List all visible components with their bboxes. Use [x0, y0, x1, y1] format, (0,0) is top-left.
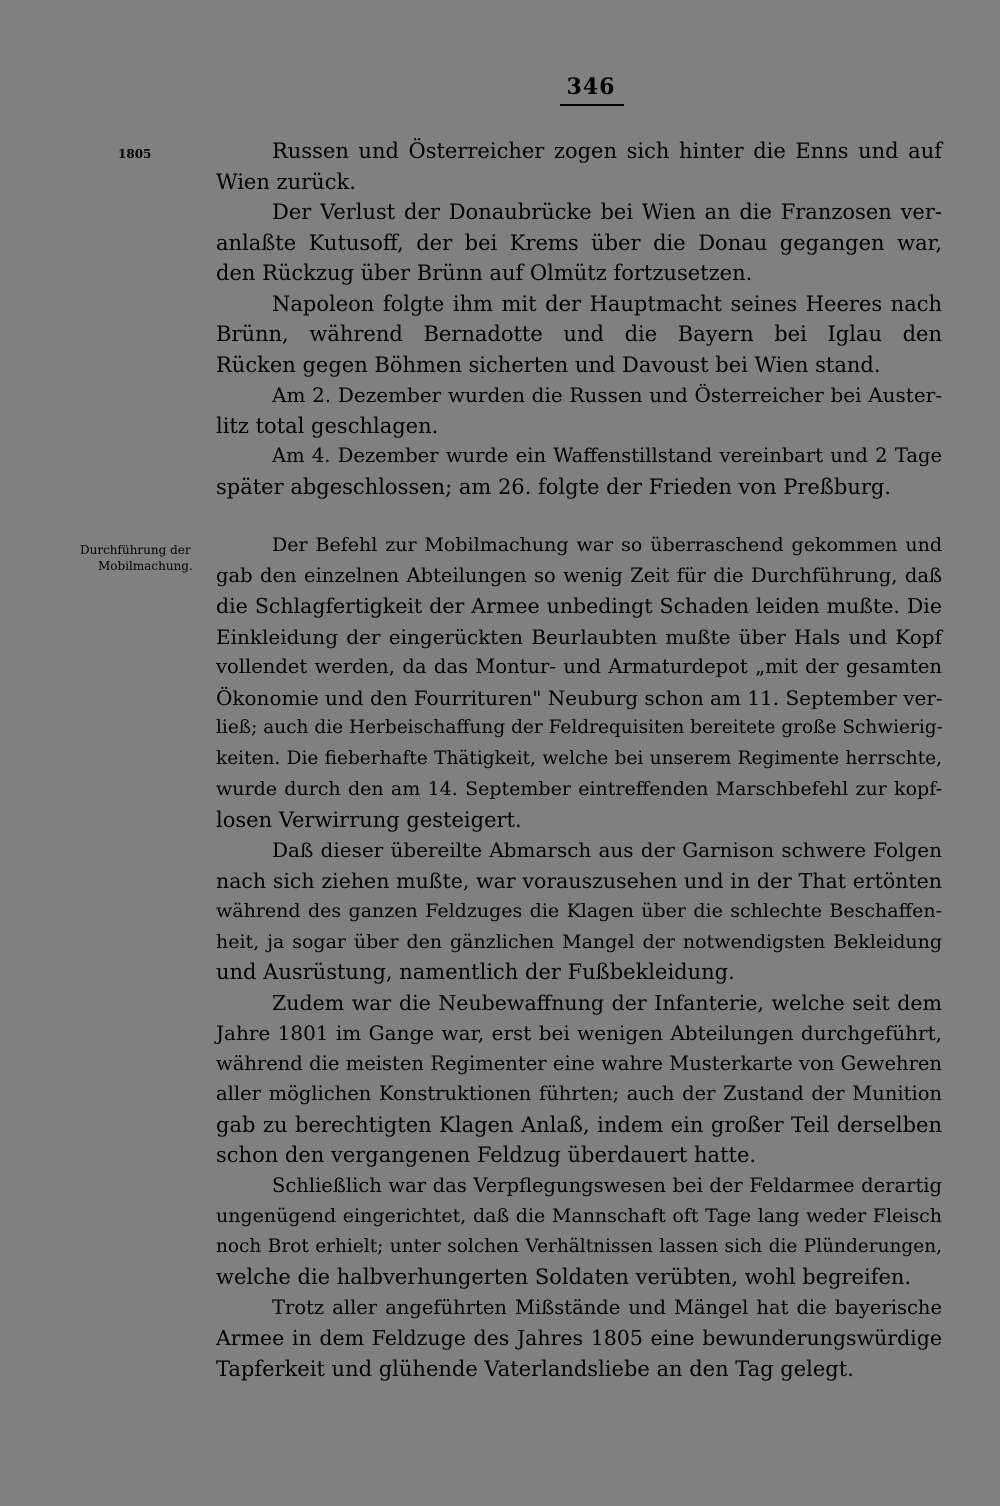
text-line: gab den einzelnen Abteilungen so wenig Zeit für die Durchführung, daß [216, 563, 942, 587]
margin-section-line-1: Durchführung der [80, 543, 191, 557]
margin-section-note [80, 542, 208, 574]
text-line: vollendet werden, da das Montur- und Armaturdepot „mit der gesamten [216, 655, 942, 678]
text-line: gab zu berechtigten Klagen Anlaß, indem ein großer Teil derselben [216, 1112, 942, 1137]
text-line: Der Verlust der Donaubrücke bei Wien an die Franzosen ver- [272, 200, 942, 224]
text-line: Daß dieser übereilte Abmarsch aus der Garnison schwere Folgen [272, 838, 942, 862]
text-block-campaign [216, 136, 942, 502]
text-line: losen Verwirrung gesteigert. [216, 807, 522, 832]
text-line: welche die halbverhungerten Soldaten verübten, wohl begreifen. [216, 1265, 912, 1289]
text-line: Zudem war die Neubewaffnung der Infanterie, welche seit dem [272, 990, 942, 1015]
page-number: 346 [566, 74, 616, 100]
text-line: den Rückzug über Brünn auf Olmütz fortzusetzen. [216, 261, 753, 285]
text-line: Trotz aller angeführten Mißstände und Mängel hat die bayerische [272, 1295, 942, 1319]
text-line: wurde durch den am 14. September eintreffenden Marschbefehl zur kopf- [216, 778, 942, 800]
text-line: Der Befehl zur Mobilmachung war so überraschend gekommen und [272, 534, 942, 556]
text-block-mobilization [216, 530, 942, 1384]
text-line: später abgeschlossen; am 26. folgte der Frieden von Preßburg. [216, 474, 891, 499]
text-line: Wien zurück. [216, 169, 356, 194]
page-number-rule [560, 104, 624, 106]
text-line: die Schlagfertigkeit der Armee unbedingt Schaden leiden mußte. Die [216, 594, 942, 618]
text-line: heit, ja sogar über den gänzlichen Mangel der notwendigsten Bekleidung [216, 930, 942, 953]
text-line: Jahre 1801 im Gange war, erst bei wenigen Abteilungen durchgeführt, [216, 1021, 942, 1045]
margin-year: 1805 [118, 147, 152, 161]
text-line: ungenügend eingerichtet, daß die Mannschaft oft Tage lang weder Fleisch [216, 1205, 942, 1227]
text-line: anlaßte Kutusoff, der bei Krems über die Donau gegangen war, [216, 230, 942, 255]
text-line: Schließlich war das Verpflegungswesen bei der Feldarmee derartig [272, 1173, 942, 1197]
text-line: keiten. Die fieberhafte Thätigkeit, welche bei unserem Regimente herrschte, [216, 747, 942, 769]
text-line: ließ; auch die Herbeischaffung der Feldrequisiten bereitete große Schwierig- [216, 717, 943, 738]
text-line: Tapferkeit und glühende Vaterlandsliebe an den Tag gelegt. [216, 1356, 854, 1381]
text-line: Russen und Österreicher zogen sich hinter die Enns und auf [272, 139, 942, 163]
text-line: Brünn, während Bernadotte und die Bayern bei Iglau den [216, 322, 942, 346]
text-line: Einkleidung der eingerückten Beurlaubten mußte über Hals und Kopf [216, 624, 942, 649]
text-line: aller möglichen Konstruktionen führten; auch der Zustand der Munition [216, 1082, 942, 1105]
text-line: schon den vergangenen Feldzug überdauert hatte. [216, 1143, 757, 1167]
text-line: und Ausrüstung, namentlich der Fußbekleidung. [216, 960, 735, 984]
margin-section-line-2: Mobilmachung. [98, 559, 193, 573]
text-line: noch Brot erhielt; unter solchen Verhältnissen lassen sich die Plünderungen, [216, 1235, 942, 1257]
text-line: Ökonomie und den Fourrituren" Neuburg schon am 11. September ver- [216, 685, 943, 710]
text-line: litz total geschlagen. [216, 413, 439, 438]
text-line: Rücken gegen Böhmen sicherten und Davoust bei Wien stand. [216, 352, 881, 377]
text-line: nach sich ziehen mußte, war vorauszusehen und in der That ertönten [216, 868, 942, 893]
text-line: Am 4. Dezember wurde ein Waffenstillstand vereinbart und 2 Tage [272, 444, 942, 467]
text-line: Am 2. Dezember wurden die Russen und Österreicher bei Auster- [272, 383, 942, 407]
text-line: Napoleon folgte ihm mit der Hauptmacht seines Heeres nach [272, 291, 942, 316]
text-line: während des ganzen Feldzuges die Klagen über die schlechte Beschaffen- [216, 900, 942, 922]
text-line: Armee in dem Feldzuge des Jahres 1805 eine bewunderungswürdige [216, 1326, 942, 1350]
text-line: während die meisten Regimenter eine wahre Musterkarte von Gewehren [216, 1051, 942, 1075]
